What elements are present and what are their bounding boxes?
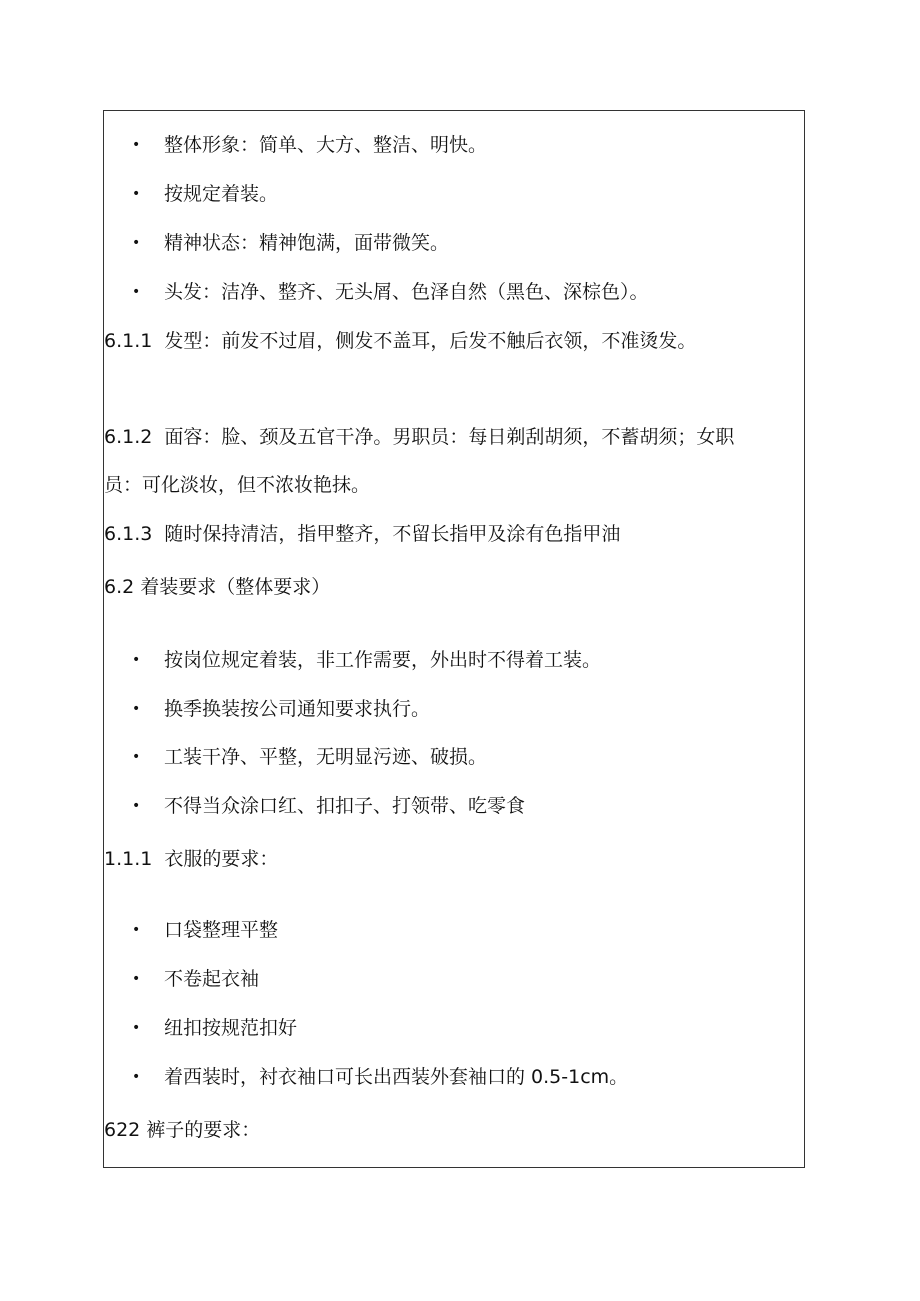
- list-item: 整体形象：简单、大方、整洁、明快。: [164, 134, 488, 156]
- list-item: 精神状态：精神饱满，面带微笑。: [164, 232, 450, 254]
- bullet-dot: •: [132, 235, 141, 251]
- section-number: 6.1.2: [104, 426, 153, 448]
- bullet-dot: •: [132, 186, 141, 202]
- paragraph-6-1-1: [104, 329, 696, 353]
- bullet-dot: •: [132, 749, 141, 765]
- bullet-dot: •: [132, 1069, 141, 1085]
- paragraph-1-1-1: [104, 847, 278, 871]
- list-item: 按规定着装。: [164, 183, 279, 205]
- section-number: 1.1.1: [104, 848, 153, 870]
- list-item: 着西装时，衬衣袖口可长出西装外套袖口的 0.5-1cm。: [164, 1066, 629, 1088]
- bullet-dot: •: [132, 922, 141, 938]
- paragraph-6-1-3: [104, 522, 620, 546]
- list-item: 不得当众涂口红、扣扣子、打领带、吃零食: [164, 795, 526, 817]
- list-item: 口袋整理平整: [164, 919, 279, 941]
- paragraph-text: 衣服的要求：: [164, 848, 279, 870]
- list-item: 不卷起衣袖: [164, 968, 260, 990]
- paragraph-6-1-2: [104, 425, 734, 449]
- list-item: 工装干净、平整，无明显污迹、破损。: [164, 746, 488, 768]
- bullet-dot: •: [132, 701, 141, 717]
- section-heading-6-2: 6.2 着装要求（整体要求）: [104, 576, 331, 598]
- section-number: 6.1.3: [104, 523, 153, 545]
- list-item: 纽扣按规范扣好: [164, 1017, 298, 1039]
- bullet-dot: •: [132, 652, 141, 668]
- bullet-dot: •: [132, 1020, 141, 1036]
- paragraph-text: 随时保持清洁，指甲整齐，不留长指甲及涂有色指甲油: [164, 523, 621, 545]
- section-number: 6.1.1: [104, 330, 153, 352]
- list-item: 换季换装按公司通知要求执行。: [164, 698, 431, 720]
- bullet-dot: •: [132, 798, 141, 814]
- list-item: 按岗位规定着装，非工作需要，外出时不得着工装。: [164, 649, 602, 671]
- document-frame: [103, 110, 805, 1168]
- paragraph-text: 面容：脸、颈及五官干净。男职员：每日剃刮胡须，不蓄胡须；女职: [164, 426, 735, 448]
- bullet-dot: •: [132, 971, 141, 987]
- paragraph-text: 发型：前发不过眉，侧发不盖耳，后发不触后衣领，不准烫发。: [164, 330, 697, 352]
- paragraph-text: 员：可化淡妆，但不浓妆艳抹。: [104, 474, 371, 496]
- bullet-dot: •: [132, 284, 141, 300]
- list-item: 头发：洁净、整齐、无头屑、色泽自然（黑色、深棕色）。: [164, 281, 649, 303]
- bullet-dot: •: [132, 137, 141, 153]
- paragraph-6-1-2-continued: [104, 473, 370, 497]
- paragraph-622: 622 裤子的要求：: [104, 1119, 261, 1141]
